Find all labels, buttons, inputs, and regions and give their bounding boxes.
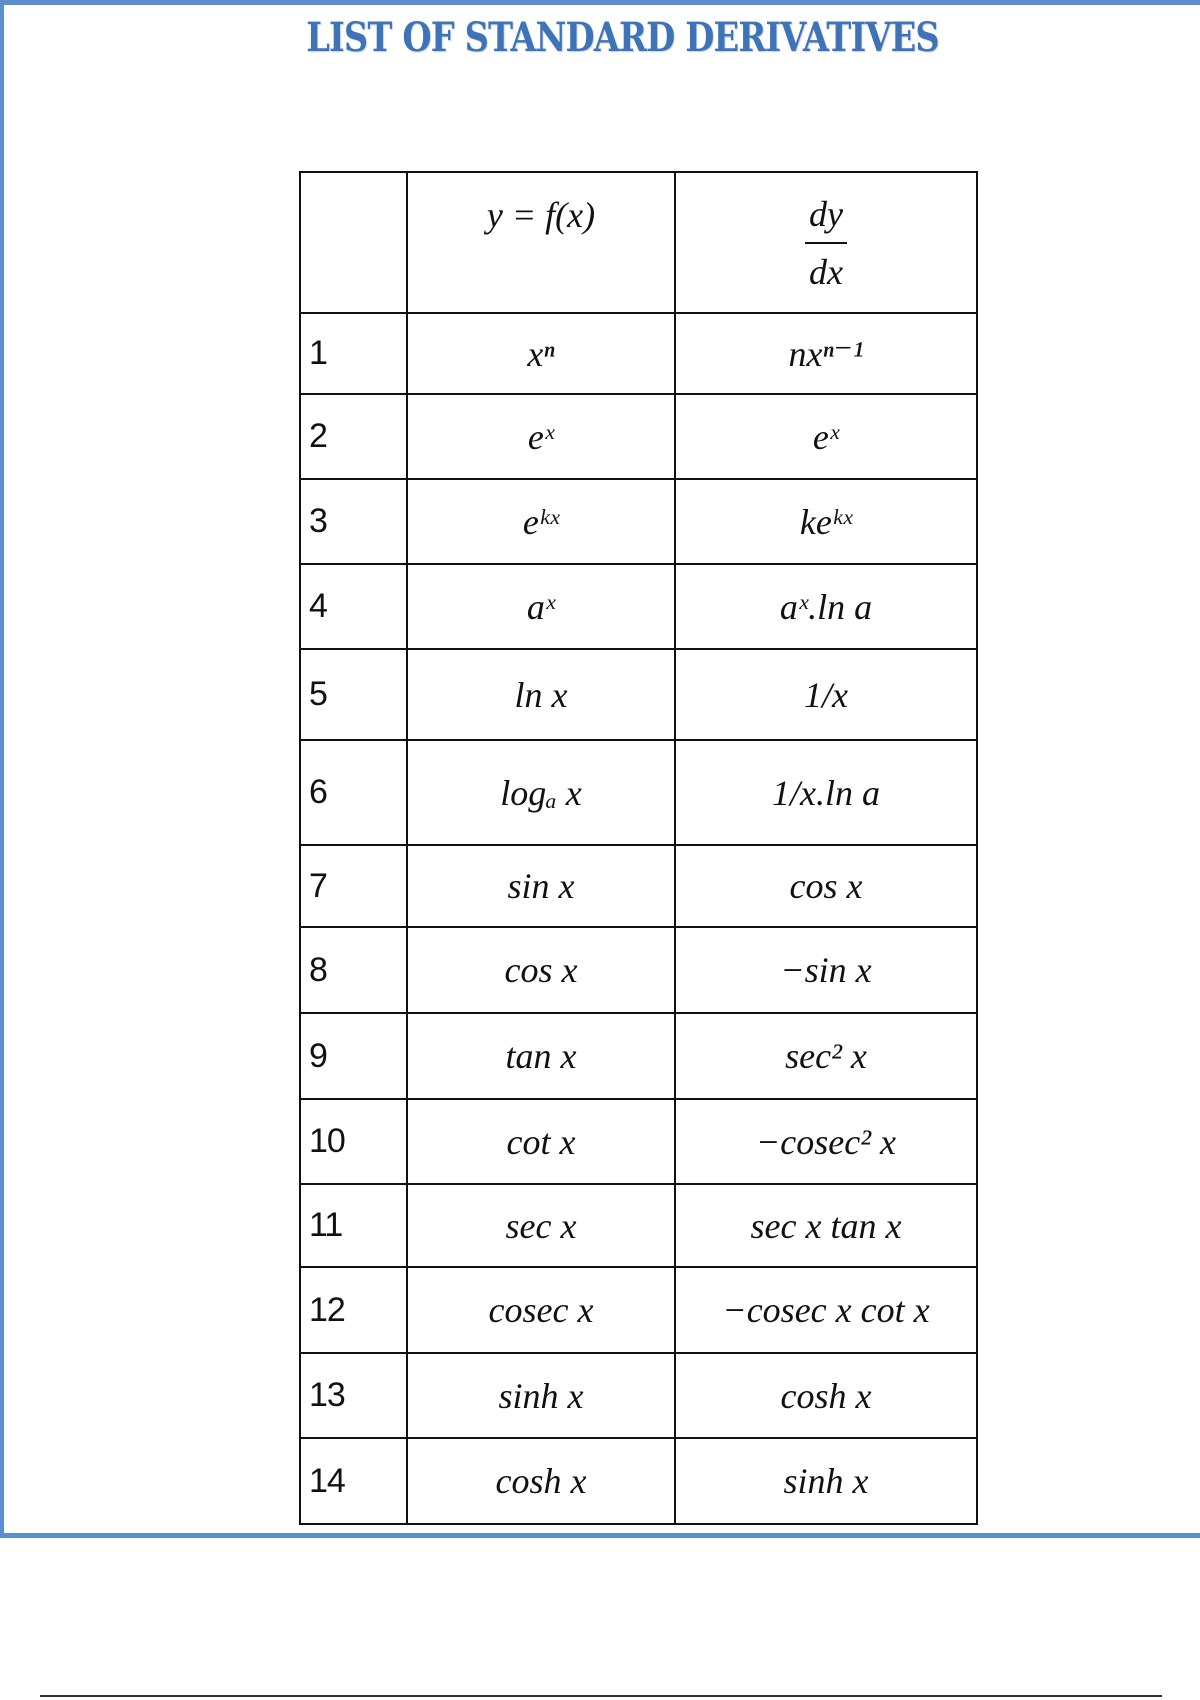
footer-rule bbox=[40, 1695, 1162, 1697]
derivative-cell: −cosec² x bbox=[675, 1099, 977, 1184]
row-number: 9 bbox=[300, 1013, 407, 1099]
table-row bbox=[300, 1099, 977, 1184]
fraction-denominator: dx bbox=[809, 251, 843, 292]
table-row bbox=[300, 927, 977, 1013]
table-row bbox=[300, 394, 977, 479]
table-row bbox=[300, 1184, 977, 1267]
row-number: 10 bbox=[300, 1099, 407, 1184]
row-number: 5 bbox=[300, 649, 407, 740]
table-row bbox=[300, 1013, 977, 1099]
header-function-cell bbox=[407, 172, 675, 313]
derivative-cell: sec² x bbox=[675, 1013, 977, 1099]
row-number: 13 bbox=[300, 1353, 407, 1438]
row-number: 12 bbox=[300, 1267, 407, 1353]
header-function-label: y = f(x) bbox=[486, 195, 596, 235]
table-row bbox=[300, 1267, 977, 1353]
derivative-cell: eˣ bbox=[675, 394, 977, 479]
table-header-row bbox=[300, 172, 977, 313]
derivative-cell: keᵏˣ bbox=[675, 479, 977, 564]
function-cell: cosh x bbox=[407, 1438, 675, 1524]
function-cell: ln x bbox=[407, 649, 675, 740]
table-row bbox=[300, 740, 977, 845]
derivative-fraction bbox=[805, 193, 847, 292]
function-cell: cosec x bbox=[407, 1267, 675, 1353]
derivative-cell: 1/x bbox=[675, 649, 977, 740]
function-cell: eᵏˣ bbox=[407, 479, 675, 564]
row-number: 7 bbox=[300, 845, 407, 927]
row-number: 6 bbox=[300, 740, 407, 845]
row-number: 2 bbox=[300, 394, 407, 479]
derivatives-table bbox=[299, 171, 978, 1525]
function-cell: eˣ bbox=[407, 394, 675, 479]
derivative-cell: cosh x bbox=[675, 1353, 977, 1438]
function-cell: cot x bbox=[407, 1099, 675, 1184]
row-number: 1 bbox=[300, 313, 407, 394]
header-number-cell bbox=[300, 172, 407, 313]
header-derivative-cell bbox=[675, 172, 977, 313]
row-number: 4 bbox=[300, 564, 407, 649]
function-cell: aˣ bbox=[407, 564, 675, 649]
row-number: 14 bbox=[300, 1438, 407, 1524]
row-number: 8 bbox=[300, 927, 407, 1013]
row-number: 11 bbox=[300, 1184, 407, 1267]
derivative-cell: sec x tan x bbox=[675, 1184, 977, 1267]
function-cell: tan x bbox=[407, 1013, 675, 1099]
derivative-cell: 1/x.ln a bbox=[675, 740, 977, 845]
derivative-cell: sinh x bbox=[675, 1438, 977, 1524]
table-row bbox=[300, 845, 977, 927]
derivative-cell: cos x bbox=[675, 845, 977, 927]
table-row bbox=[300, 1353, 977, 1438]
derivative-cell: −cosec x cot x bbox=[675, 1267, 977, 1353]
derivative-cell: aˣ.ln a bbox=[675, 564, 977, 649]
fraction-numerator: dy bbox=[805, 196, 847, 244]
function-cell: xⁿ bbox=[407, 313, 675, 394]
function-cell: sinh x bbox=[407, 1353, 675, 1438]
row-number: 3 bbox=[300, 479, 407, 564]
derivative-cell: nxⁿ⁻¹ bbox=[675, 313, 977, 394]
table-row bbox=[300, 649, 977, 740]
function-cell: sec x bbox=[407, 1184, 675, 1267]
function-cell: cos x bbox=[407, 927, 675, 1013]
page-title: LIST OF STANDARD DERIVATIVES bbox=[306, 14, 939, 61]
derivative-cell: −sin x bbox=[675, 927, 977, 1013]
table-row bbox=[300, 1438, 977, 1524]
table-row bbox=[300, 313, 977, 394]
function-cell: logₐ x bbox=[407, 740, 675, 845]
table-row bbox=[300, 564, 977, 649]
table-row bbox=[300, 479, 977, 564]
function-cell: sin x bbox=[407, 845, 675, 927]
